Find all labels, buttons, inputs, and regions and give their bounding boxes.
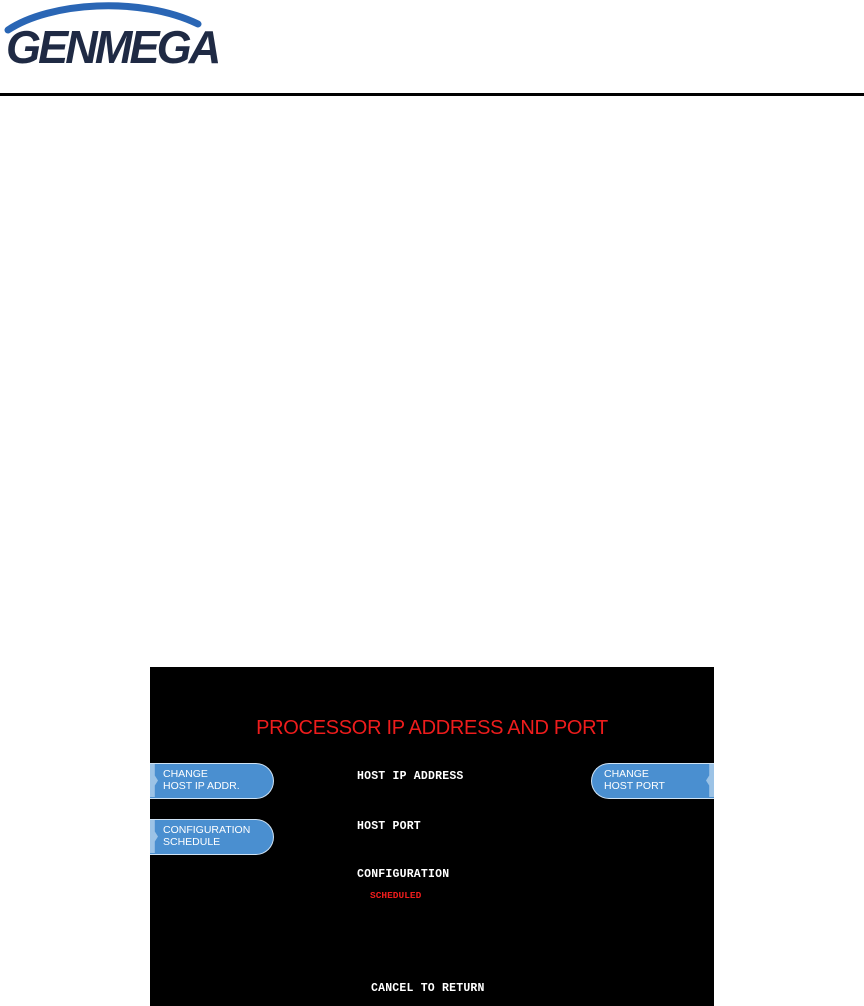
configuration-schedule-button[interactable]: [150, 819, 274, 855]
screen-title: PROCESSOR IP ADDRESS AND PORT: [256, 717, 608, 739]
button-label-line2: HOST PORT: [604, 780, 665, 792]
configuration-label: CONFIGURATION: [357, 868, 450, 881]
button-label-line1: CHANGE: [604, 768, 649, 780]
button-label-line1: CHANGE: [163, 768, 208, 780]
configuration-value: SCHEDULED: [370, 890, 422, 901]
left-key-tab-icon: [150, 820, 158, 853]
change-host-ip-button[interactable]: [150, 763, 274, 799]
change-host-port-button[interactable]: [591, 763, 714, 799]
button-label-line2: HOST IP ADDR.: [163, 780, 240, 792]
button-label-line2: SCHEDULE: [163, 836, 221, 848]
genmega-logo: [0, 0, 219, 78]
header-divider: [0, 93, 864, 96]
button-label-line1: CONFIGURATION: [163, 824, 251, 836]
cancel-to-return-label: CANCEL TO RETURN: [371, 982, 485, 995]
logo-text: GENMEGA: [6, 21, 219, 73]
host-ip-address-label: HOST IP ADDRESS: [357, 770, 464, 783]
atm-screen: [150, 667, 714, 1006]
left-key-tab-icon: [150, 764, 158, 797]
host-port-label: HOST PORT: [357, 820, 421, 833]
